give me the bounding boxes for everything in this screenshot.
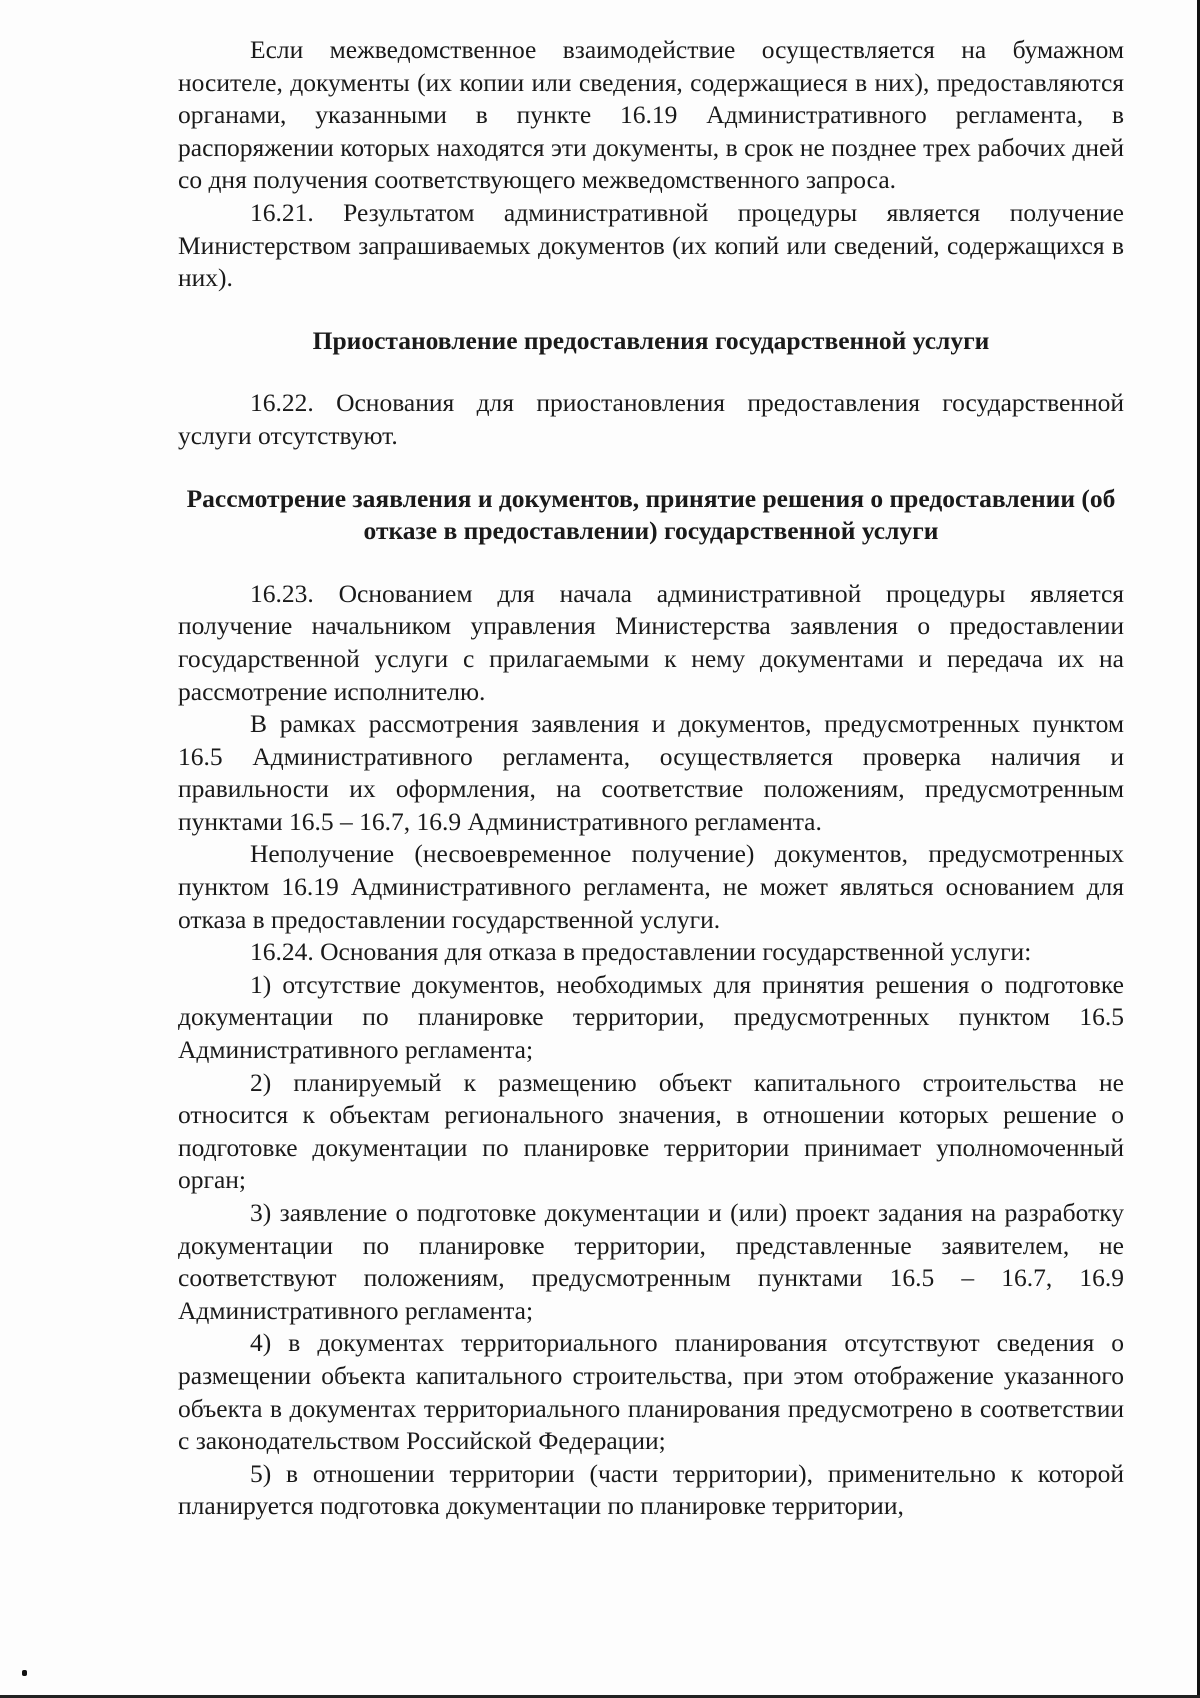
list-item-1: 1) отсутствие документов, необходимых для принятия решения о подготовке документации по планировке территории, предусмотренных пунктом 16.5 Административного регламента; [178, 969, 1124, 1065]
heading-suspension: Приостановление предоставления государственной услуги [312, 325, 990, 355]
list-item-5: 5) в отношении территории (части территории), применительно к которой планируется подготовка документации по планировке территории, [178, 1458, 1124, 1521]
paragraph-interagency-paper: Если межведомственное взаимодействие осуществляется на бумажном носителе, документы (их копии или сведения, содержащиеся в них), предоставляются органами, указанными в пункте 16.19 Административного регламента, в распоряжении которых находятся эти документы, в срок не позднее трех рабочих дней со дня получения соответствующего межведомственного запроса. [178, 35, 1124, 195]
paragraph-16-23: 16.23. Основанием для начала административной процедуры является получение начальником управления Министерства заявления о предоставлении государственной услуги с прилагаемыми к нему документами и передача их на рассмотрение исполнителю. [178, 578, 1124, 706]
paragraph-16-24: 16.24. Основания для отказа в предоставлении государственной услуги: [250, 937, 1032, 967]
list-item-3: 3) заявление о подготовке документации и (или) проект задания на разработку документации по планировке территории, представленные заявителем, не соответствуют положениям, предусмотренным пунктами 16.5 – 16.7, 16.9 Административного регламента; [178, 1198, 1124, 1325]
paragraph-16-21: 16.21. Результатом административной процедуры является получение Министерством запрашиваемых документов (их копий или сведений, содержащихся в них). [178, 197, 1124, 293]
list-item-2: 2) планируемый к размещению объект капитального строительства не относится к объектам регионального значения, в отношении которых решение о подготовке документации по планировке территории принимает уполномоченный орган; [178, 1067, 1124, 1195]
document-body [178, 34, 1124, 1523]
list-item-4: 4) в документах территориального планирования отсутствуют сведения о размещении объекта капитального строительства, при этом отображение указанного объекта в документах территориального планирования предусмотрено в соответствии с законодательством Российской Федерации; [178, 1328, 1124, 1456]
paragraph-review-check: В рамках рассмотрения заявления и документов, предусмотренных пунктом 16.5 Административного регламента, осуществляется проверка наличия и правильности их оформления, на соответствие положениям, предусмотренным пунктами 16.5 – 16.7, 16.9 Административного регламента. [178, 709, 1124, 836]
heading-review-decision: Рассмотрение заявления и документов, принятие решения о предоставлении (об отказе в предоставлении) государственной услуги [186, 483, 1116, 546]
paragraph-non-receipt: Неполучение (несвоевременное получение) документов, предусмотренных пунктом 16.19 Административного регламента, не может являться основанием для отказа в предоставлении государственной услуги. [178, 839, 1124, 934]
scan-speck [22, 1670, 27, 1676]
paragraph-16-22: 16.22. Основания для приостановления предоставления государственной услуги отсутствуют. [178, 388, 1124, 450]
